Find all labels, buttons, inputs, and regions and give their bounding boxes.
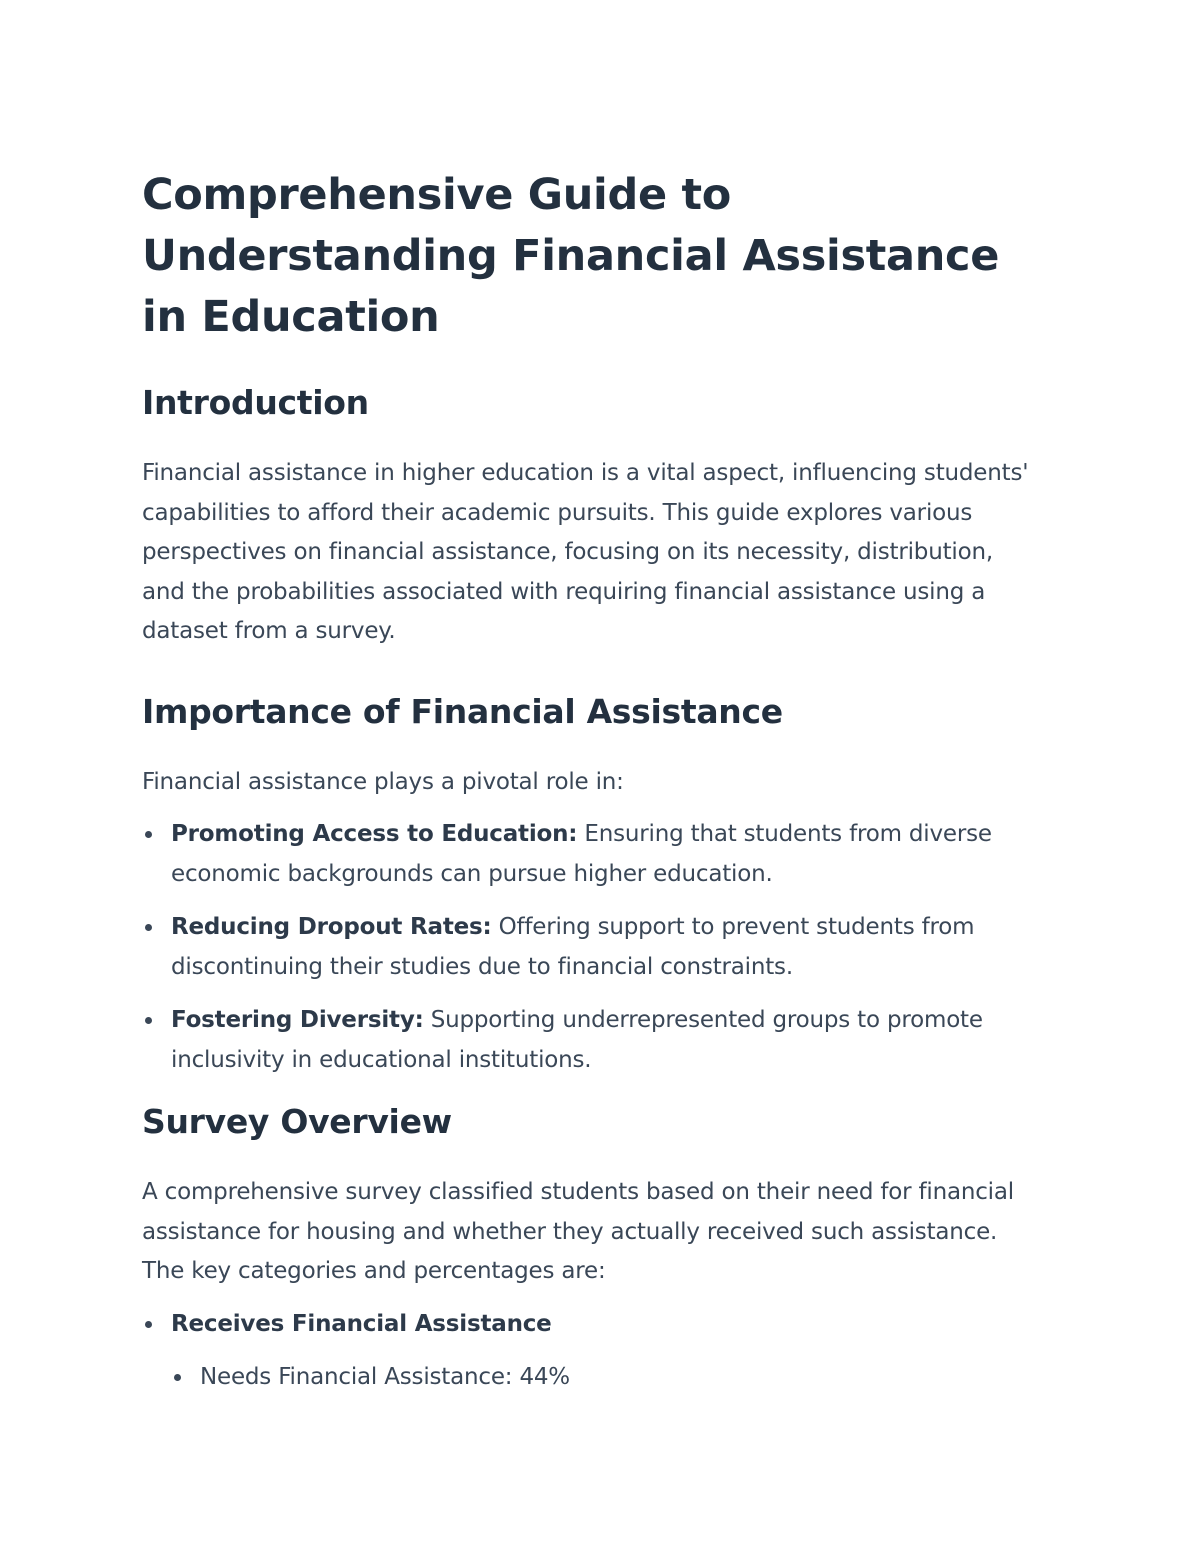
list-item-label: Reducing Dropout Rates: — [171, 914, 492, 940]
importance-paragraph: Financial assistance plays a pivotal role in: — [142, 768, 624, 795]
document-page — [142, 165, 1042, 1398]
list-item-text: Ensuring that students from diverse economic backgrounds can pursue higher education. — [171, 821, 992, 887]
document-title: Comprehensive Guide to Understanding Financial Assistance in Education — [142, 170, 1000, 342]
list-item — [142, 908, 1042, 987]
importance-list — [142, 815, 1042, 1080]
list-item-label: Promoting Access to Education: — [171, 821, 578, 847]
list-item: Needs Financial Assistance: 44% — [171, 1358, 1042, 1398]
section-heading-introduction: Introduction — [142, 383, 369, 422]
list-item-text: Offering support to prevent students from discontinuing their studies due to financial constraints. — [171, 914, 975, 980]
list-item-text: Supporting underrepresented groups to promote inclusivity in educational institutions. — [171, 1007, 983, 1073]
list-item — [142, 815, 1042, 894]
list-item — [142, 1305, 1042, 1398]
survey-paragraph: A comprehensive survey classified students based on their need for financial assistance for housing and whether they actually received such assistance. The key categories and percentages are: — [142, 1179, 1014, 1284]
section-heading-survey: Survey Overview — [142, 1102, 452, 1141]
survey-subitem-list — [171, 1358, 1042, 1398]
section-heading-importance: Importance of Financial Assistance — [142, 691, 783, 731]
list-item-label: Fostering Diversity: — [171, 1007, 424, 1033]
survey-category-label: Receives Financial Assistance — [171, 1310, 552, 1337]
list-item — [142, 1001, 1042, 1080]
survey-category-list — [142, 1305, 1042, 1398]
introduction-paragraph: Financial assistance in higher education is a vital aspect, influencing students' capabilities to afford their academic pursuits. This guide explores various perspectives on financial assistance, focusing on its necessity, distribution, and the probabilities associated with requiring financial assistance using a dataset from a survey. — [142, 460, 1029, 644]
